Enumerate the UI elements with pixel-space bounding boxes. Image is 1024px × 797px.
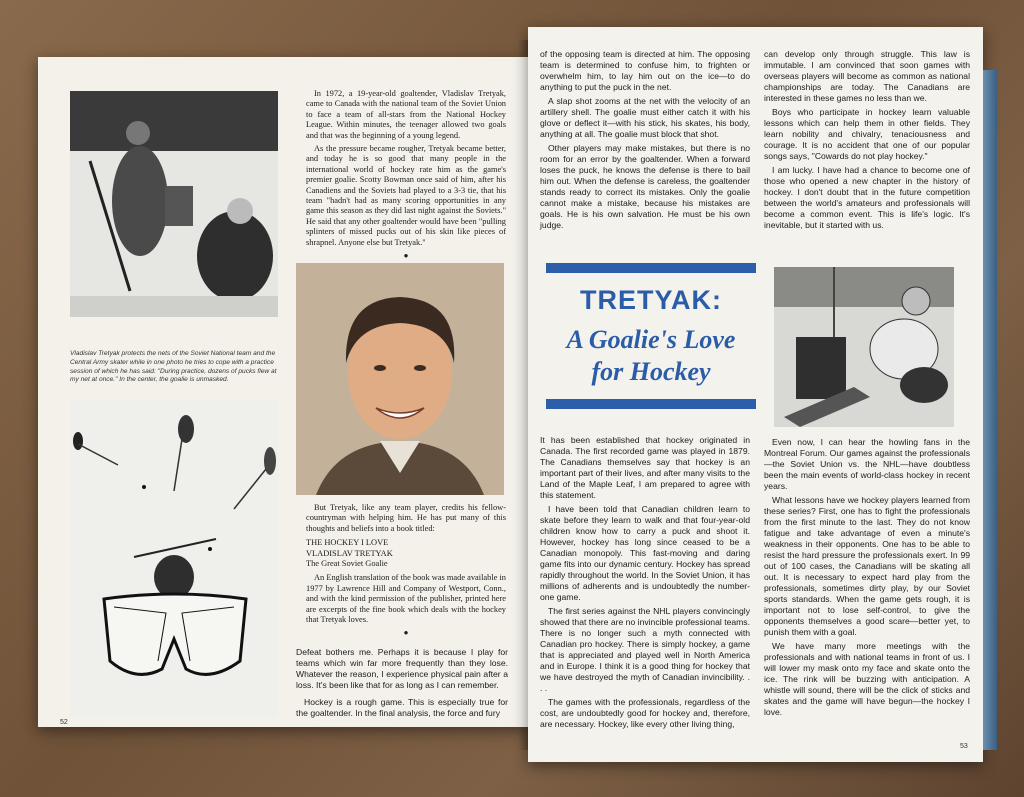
section-bullet: ● (403, 251, 409, 261)
paragraph: I am lucky. I have had a chance to become one of those who opened a new chapter in the history of hockey. I don't doubt that in the future competition between the world's amateurs and professionals will become a common event. This is life's logic. It's inevitable, but it started with us. (764, 165, 970, 230)
left-col2-bottom-text (306, 503, 506, 641)
paragraph: But Tretyak, like any team player, credits his fellow-countryman with helping him. He has put many of this thoughts and beliefs into a book titled: (306, 503, 506, 533)
paragraph: can develop only through struggle. This law is immutable. I am convinced that soon games with overseas players will become as common as national championships are today. The Canadians are interested in these games no less than we. (764, 49, 970, 103)
right-col1-bottom-text (540, 435, 750, 733)
title-top-bar (546, 263, 756, 273)
title-block (546, 263, 756, 413)
practice-goalie-illustration (70, 399, 278, 717)
paragraph: of the opposing team is directed at him. The opposing team is determined to confuse him, to frighten or overwhelm him, to lay him out on the ice—to do anything to put the puck in the net. (540, 49, 750, 92)
book-title-line1: THE HOCKEY I LOVE (306, 538, 389, 548)
hockey-players-illustration (70, 91, 278, 317)
photo-goalie-save (774, 267, 954, 427)
paragraph: The first series against the NHL players convincingly showed that there are no invincible professional teams. There is no longer such a myth connected with Canadian pro hockey. There is simply hockey, a game that is appreciated and played well in North America and in Europe. I think it is a good thing for hockey that we have destroyed the myth of Canadian invincibility. . . . (540, 606, 750, 693)
paragraph: What lessons have we hockey players learned from these series? First, one has to fight the professionals from the first minute to the last. They do not know fatigue and take advantage of even a minute's weakness in their opponents. One has to be able to resist the hard pressure the professionals exert. In 99 out of 100 cases, the Canadians will be skating all out. It is necessary to expect hard play from the professionals, sometimes dirty play, by our Soviet sports standards. When the game gets rough, it is important not to lose self-control, to give the opponents themselves a good scare—better yet, to punish them with a goal. (764, 495, 970, 637)
paragraph: A slap shot zooms at the net with the velocity of an artillery shell. The goalie must either catch it with his glove or deflect it—with his stick, his skates, his body, anything at all. The goalie must block that shot. (540, 96, 750, 139)
next-page-edge (983, 70, 997, 750)
book-title-line2: VLADISLAV TRETYAK (306, 548, 393, 558)
photo-tretyak-portrait (296, 263, 504, 495)
right-col2-bottom-text (764, 437, 970, 721)
paragraph: An English translation of the book was made available in 1977 by Lawrence Hill and Company of Westport, Conn., and with the kind permission of the publisher, printed here are excerpts of the fine book which deals with the hockey that Tretyak loves. (306, 573, 506, 625)
left-excerpt-text (296, 647, 508, 722)
paragraph: Even now, I can hear the howling fans in the Montreal Forum. Our games against the professionals—the Soviet Union vs. the NHL—have doubtless been the main events of world-class hockey in recent years. (764, 437, 970, 491)
portrait-illustration (296, 263, 504, 495)
left-page (38, 57, 528, 727)
article-title-line2: A Goalie's Love (566, 325, 736, 354)
paragraph: It has been established that hockey originated in Canada. The first recorded game was played in 1879. The Canadians themselves say that hockey is an important part of their lives, and after many visits to the Land of the Maple Leaf, I am prepared to agree with this statement. (540, 435, 750, 500)
photo-goalie-action (70, 91, 278, 317)
title-bottom-bar (546, 399, 756, 409)
article-title-line1: TRETYAK: (579, 285, 722, 315)
paragraph: Other players may make mistakes, but there is no room for an error by the goaltender. When a forward loses the puck, he knows the defense is there to bail him out. When the defense is careless, the goaltender stands ready to correct its mistakes. Only the goalie cannot make a mistake, because his mistakes are goals. He is his own salvation. He must be his own judge. (540, 143, 750, 230)
section-bullet: ● (403, 628, 409, 638)
page-number-left: 52 (60, 719, 68, 726)
paragraph: We have many more meetings with the professionals and with national teams in front of us. I will lower my mask onto my face and skate onto the ice. The rink will be buzzing with anticipation. A whistle will sound, there will be the click of sticks and skates and the game will have begun—the hockey I love. (764, 641, 970, 717)
paragraph: The games with the professionals, regardless of the cost, are undoubtedly good for hockey and, therefore, are necessary. Hockey, like every other living thing, (540, 697, 750, 729)
paragraph: Defeat bothers me. Perhaps it is because I play for teams which win far more frequently than they lose. Whatever the reason, I experience physical pain after a loss. It's been like that for as long as I can remember. (296, 647, 508, 690)
left-col2-top-text (306, 89, 506, 264)
photo1-caption: Vladislav Tretyak protects the nets of the Soviet National team and the Central Army skater while in one photo he tries to cope with a practice session of which he has said: "During practice, dozens of pucks flew at my net at once." In the center, the goalie is unmasked. (70, 350, 277, 384)
article-title-line3: for Hockey (591, 357, 711, 386)
paragraph: As the pressure became rougher, Tretyak became better, and today he is so good that many people in the international world of hockey rate him as the game's premier goalie. Scotty Bowman once said of him, after his Canadiens and the Soviets had played to a 3-3 tie, that his team "hadn't had as many scoring opportunities in any game this season as they did last night against the Soviets." He said that any other goaltender would have been "pulling splinters of missed pucks out of his skin like pieces of shrapnel. Anyone else but Tretyak." (306, 144, 506, 247)
right-col1-top-text (540, 49, 750, 234)
paragraph: Boys who participate in hockey learn valuable lessons which can help them in other fields. They learn nobility and chivalry, tenaciousness and courage. It is no accident that one of our popular songs says, "Cowards do not play hockey." (764, 107, 970, 161)
paragraph: I have been told that Canadian children learn to skate before they learn to walk and that four-year-old children know how to carry a puck and shoot it. However, hockey has long since ceased to be a Canadian monopoly. This fast-moving and daring game fits into our dynamic century. Hockey has spread rapidly throughout the world. In the Soviet Union, it has millions of adherents and is undoubtedly the number-one game. (540, 504, 750, 602)
paragraph: In 1972, a 19-year-old goaltender, Vladislav Tretyak, came to Canada with the national team of the Soviet Union to face a team of all-stars from the National Hockey League. Within minutes, the teenager allowed two goals and that was the beginning of a young legend. (306, 89, 506, 140)
right-page (528, 27, 983, 762)
page-number-right: 53 (960, 743, 968, 750)
photo-practice-session (70, 399, 278, 717)
right-col2-top-text (764, 49, 970, 234)
goalie-save-illustration (774, 267, 954, 427)
book-title-line3: The Great Soviet Goalie (306, 559, 388, 569)
paragraph: Hockey is a rough game. This is especially true for the goaltender. In the final analysis, the force and fury (296, 697, 508, 718)
